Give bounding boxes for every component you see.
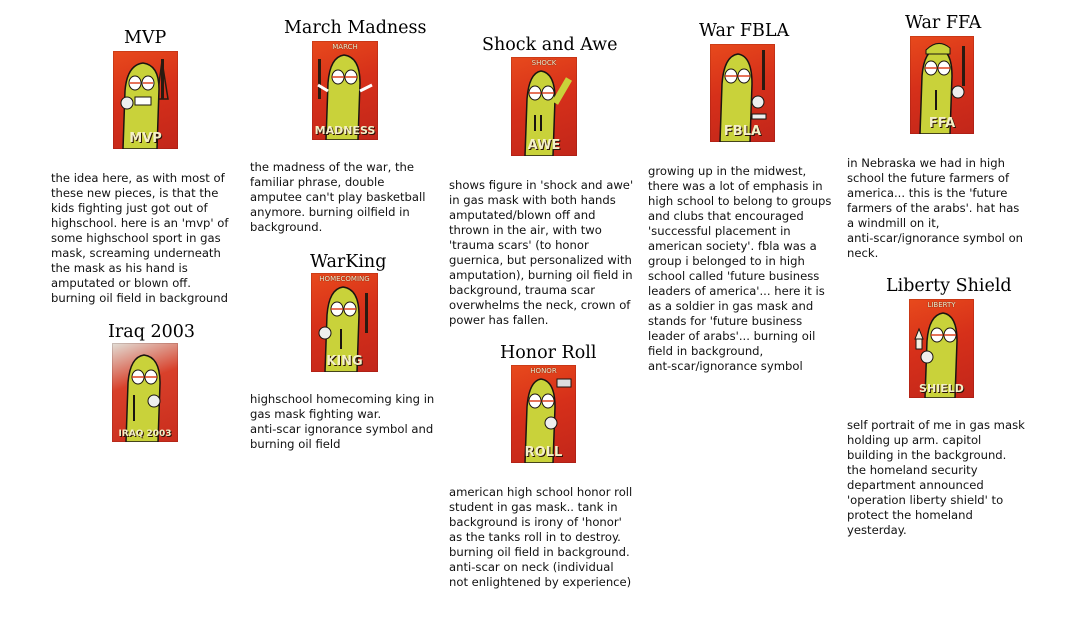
artwork-image-war-ffa[interactable] [910,36,974,134]
artwork-title-honor-roll: Honor Roll [500,343,597,363]
artwork-caption-war-ffa: FFA [928,116,956,131]
artwork-description-war-fbla: growing up in the midwest, there was a lot of emphasis in high school to belong to groups and clubs that encouraged 'successful placement in american society'. fbla was a group i belonged to in high school called 'future business leaders of america'... here it is as a soldier in gas mask and stands for 'future business leader of arabs'... burning oil field in background, ant-scar/ignorance symbol [648,164,832,373]
artwork-caption-mvp: MVP [129,131,162,146]
artwork-title-warking: WarKing [310,252,387,272]
artwork-image-march-madness[interactable] [312,41,378,140]
artwork-caption-march-madness: MADNESS [314,124,376,137]
artwork-description-war-ffa: in Nebraska we had in high school the future farmers of america... this is the 'future farmers of the arabs'. hat has a windmill on it, anti-scar/ignorance symbol on neck. [847,156,1024,260]
artwork-description-honor-roll: american high school honor roll student in gas mask.. tank in background is irony of 'honor' as the tanks roll in to destroy. burning oil field in background. anti-scar on neck (individual not enlightened by experience) [449,485,633,589]
artwork-image-honor-roll[interactable] [511,365,576,463]
artwork-title-shock-and-awe: Shock and Awe [482,35,618,55]
artwork-title-war-fbla: War FBLA [699,21,790,41]
artwork-image-liberty-shield[interactable] [909,299,974,398]
artwork-top-caption-march-madness: MARCH [332,43,358,51]
artwork-top-caption-shock-and-awe: SHOCK [531,59,557,67]
artwork-caption-iraq-2003: IRAQ 2003 [118,429,172,439]
artwork-caption-warking: KING [326,354,363,369]
artwork-title-mvp: MVP [124,28,167,48]
artwork-image-war-fbla[interactable] [710,44,775,142]
artwork-top-caption-warking: HOMECOMING [319,275,370,283]
artwork-description-shock-and-awe: shows figure in 'shock and awe' in gas mask with both hands amputated/blown off and thrown in the air, with two 'trauma scars' (to honor guernica, but personalized with amputation), burning oil field in background, trauma scar overwhelms the neck, crown of power has fallen. [449,178,634,327]
artwork-title-march-madness: March Madness [284,18,427,38]
artwork-description-warking: highschool homecoming king in gas mask fighting war. anti-scar ignorance symbol and burning oil field [250,392,435,451]
painting-figure-icon [112,343,178,442]
artwork-description-march-madness: the madness of the war, the familiar phrase, double amputee can't play basketball anymore. burning oilfield in background. [250,160,426,234]
artwork-title-liberty-shield: Liberty Shield [886,276,1012,296]
artwork-caption-war-fbla: FBLA [723,124,762,139]
artwork-description-mvp: the idea here, as with most of these new pieces, is that the kids fighting just got out of highschool. here is an 'mvp' of some highschool sport in gas mask, screaming underneath the mask as his hand is amputated or blown off. burning oil field in background [51,171,229,305]
artwork-image-iraq-2003[interactable] [112,343,178,442]
artwork-top-caption-liberty-shield: LIBERTY [927,301,956,309]
artwork-image-shock-and-awe[interactable] [511,57,577,156]
artwork-caption-liberty-shield: SHIELD [919,382,964,395]
artwork-image-warking[interactable] [311,273,378,372]
artwork-description-liberty-shield: self portrait of me in gas mask holding up arm. capitol building in the background. the homeland security department announced 'operation liberty shield' to protect the homeland yesterday. [847,418,1025,537]
artwork-image-mvp[interactable] [113,51,178,149]
artwork-title-iraq-2003: Iraq 2003 [108,322,196,342]
artwork-top-caption-honor-roll: HONOR [530,367,557,375]
artwork-title-war-ffa: War FFA [905,13,982,33]
artwork-caption-shock-and-awe: AWE [527,138,561,153]
artwork-caption-honor-roll: ROLL [524,445,563,460]
